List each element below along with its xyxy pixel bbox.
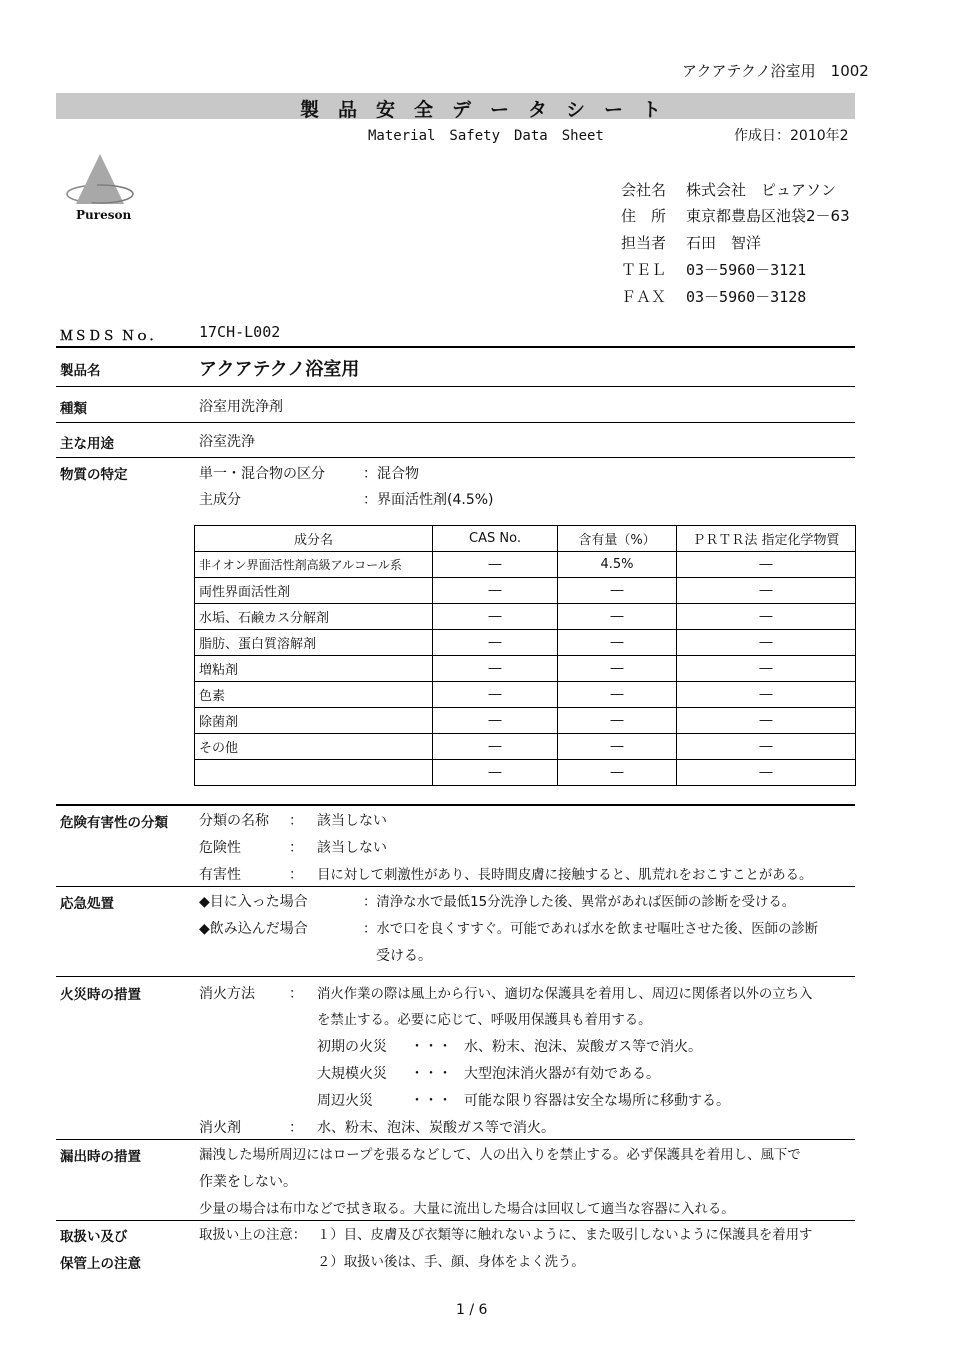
colon: ： xyxy=(289,813,303,829)
table-row xyxy=(195,578,856,604)
logo-brand-text: Pureson xyxy=(76,208,132,222)
first-aid-label: 応急処置 xyxy=(60,896,114,912)
fire-case-name: 周辺火災 xyxy=(317,1093,373,1109)
table-cell: ― xyxy=(677,656,856,682)
fire-case-name: 初期の火災 xyxy=(317,1039,387,1055)
divider xyxy=(56,386,855,387)
product-name-value: アクアテクノ浴室用 xyxy=(199,359,360,380)
divider xyxy=(56,1220,855,1221)
table-row xyxy=(195,760,856,786)
table-cell: ― xyxy=(677,630,856,656)
handling-item-1: １）目、皮膚及び衣類等に触れないように、また吸引しないように保護具を着用す xyxy=(317,1228,813,1243)
table-cell: ― xyxy=(677,604,856,630)
table-cell: 脂肪、蛋白質溶解剤 xyxy=(195,630,433,656)
eye-contact-label: ◆目に入った場合 xyxy=(199,894,308,910)
swallow-value-continued: 受ける。 xyxy=(376,948,432,964)
table-row xyxy=(195,604,856,630)
colon: ： xyxy=(289,986,303,1002)
hazard-classification-value: 該当しない xyxy=(317,813,387,829)
table-row xyxy=(195,656,856,682)
divider xyxy=(56,346,855,348)
extinguishing-method-line1: 消火作業の際は風上から行い、適切な保護具を着用し、周辺に関係者以外の立ち入 xyxy=(317,987,813,1002)
company-address-label: 住 所 xyxy=(621,207,667,225)
substance-type-value: ：混合物 xyxy=(363,466,419,482)
fire-case-action: 可能な限り容器は安全な場所に移動する。 xyxy=(464,1093,730,1109)
divider xyxy=(56,457,855,458)
substance-main-value: ：界面活性剤(4.5%) xyxy=(363,492,494,508)
column-header: CAS No. xyxy=(433,526,558,552)
table-cell: 両性界面活性剤 xyxy=(195,578,433,604)
eye-contact-value: ：清浄な水で最低15分洗浄した後、異常があれば医師の診断を受ける。 xyxy=(363,895,796,910)
table-cell: 増粘剤 xyxy=(195,656,433,682)
hazard-danger-label: 危険性 xyxy=(199,840,241,856)
hazard-label: 危険有害性の分類 xyxy=(60,815,168,831)
product-name-label: 製品名 xyxy=(60,363,101,379)
table-row xyxy=(195,630,856,656)
components-table xyxy=(194,525,856,786)
divider xyxy=(56,886,855,887)
company-fax-label: ＦＡＸ xyxy=(621,288,667,306)
table-cell: ― xyxy=(433,552,558,578)
table-cell: ― xyxy=(558,604,677,630)
table-cell: 除菌剤 xyxy=(195,708,433,734)
table-row xyxy=(195,552,856,578)
table-cell: ― xyxy=(433,578,558,604)
table-cell: ― xyxy=(677,682,856,708)
table-header-row xyxy=(195,526,856,552)
table-cell: ― xyxy=(433,708,558,734)
msds-number-value: 17CH-L002 xyxy=(199,323,281,341)
fire-case-dots: ・・・ xyxy=(410,1039,452,1055)
divider xyxy=(56,1139,855,1140)
fire-case-action: 水、粉末、泡沫、炭酸ガス等で消火。 xyxy=(464,1039,702,1055)
company-contact-label: 担当者 xyxy=(621,234,667,252)
divider xyxy=(56,422,855,423)
fire-case-name: 大規模火災 xyxy=(317,1066,387,1082)
company-tel-label: ＴＥＬ xyxy=(621,261,667,279)
divider xyxy=(56,804,855,806)
page-number: 1 / 6 xyxy=(456,1302,488,1318)
substance-type-label: 単一・混合物の区分 xyxy=(199,466,325,482)
fire-case-dots: ・・・ xyxy=(410,1093,452,1109)
substance-label: 物質の特定 xyxy=(60,467,128,483)
leak-label: 漏出時の措置 xyxy=(60,1149,141,1165)
table-row xyxy=(195,682,856,708)
table-cell: 水垢、石鹸カス分解剤 xyxy=(195,604,433,630)
colon: ： xyxy=(289,867,303,883)
extinguishing-agent-value: 水、粉末、泡沫、炭酸ガス等で消火。 xyxy=(317,1120,555,1136)
page-title: 製 品 安 全 デ ー タ シ ー ト xyxy=(300,99,662,121)
leak-line2: 作業をしない。 xyxy=(199,1174,297,1190)
handling-note-label: 取扱い上の注意： xyxy=(199,1228,307,1243)
extinguishing-method-line2: を禁止する。必要に応じて、呼吸用保護具も着用する。 xyxy=(317,1013,652,1028)
table-cell: ― xyxy=(433,734,558,760)
table-cell: ― xyxy=(558,578,677,604)
divider xyxy=(56,976,855,977)
table-cell: ― xyxy=(433,656,558,682)
swallow-label: ◆飲み込んだ場合 xyxy=(199,921,308,937)
extinguishing-method-label: 消火方法 xyxy=(199,986,255,1002)
table-cell: 非イオン界面活性剤高級アルコール系 xyxy=(195,552,433,578)
handling-item-2: ２）取扱い後は、手、顔、身体をよく洗う。 xyxy=(317,1255,585,1270)
table-row xyxy=(195,708,856,734)
document-reference: アクアテクノ浴室用 1002 xyxy=(682,62,869,80)
company-address-value: 東京都豊島区池袋2－63 xyxy=(686,207,850,225)
table-cell: ― xyxy=(677,708,856,734)
usage-label: 主な用途 xyxy=(60,436,114,452)
swallow-value: ：水で口を良くすすぐ。可能であれば水を飲ませ嘔吐させた後、医師の診断 xyxy=(363,922,819,937)
leak-line1: 漏洩した場所周辺にはロープを張るなどして、人の出入りを禁止する。必ず保護具を着用し、風下で xyxy=(199,1148,801,1163)
table-cell: ― xyxy=(677,734,856,760)
table-cell: ― xyxy=(558,656,677,682)
type-value: 浴室用洗浄剤 xyxy=(199,399,283,415)
table-cell: ― xyxy=(558,630,677,656)
table-cell: ― xyxy=(558,760,677,786)
company-fax-value: 03－5960－3128 xyxy=(686,288,807,306)
substance-main-label: 主成分 xyxy=(199,492,241,508)
table-cell xyxy=(195,760,433,786)
leak-line3: 少量の場合は布巾などで拭き取る。大量に流出した場合は回収して適当な容器に入れる。 xyxy=(199,1202,735,1217)
table-row xyxy=(195,734,856,760)
handling-label-line1: 取扱い及び xyxy=(60,1229,128,1245)
table-cell: ― xyxy=(433,630,558,656)
table-cell: ― xyxy=(677,552,856,578)
company-contact-value: 石田 智洋 xyxy=(686,234,762,252)
fire-case-action: 大型泡沫消火器が有効である。 xyxy=(464,1066,660,1082)
table-cell: ― xyxy=(433,682,558,708)
fire-case-dots: ・・・ xyxy=(410,1066,452,1082)
table-cell: ― xyxy=(558,682,677,708)
table-cell: その他 xyxy=(195,734,433,760)
hazard-danger-value: 該当しない xyxy=(317,840,387,856)
fire-label: 火災時の措置 xyxy=(60,987,141,1003)
msds-number-label: ＭＳＤＳ Ｎｏ． xyxy=(60,329,164,344)
handling-label-line2: 保管上の注意 xyxy=(60,1256,141,1272)
column-header: ＰＲＴＲ法 指定化学物質 xyxy=(677,526,856,552)
extinguishing-agent-label: 消火剤 xyxy=(199,1120,241,1136)
column-header: 成分名 xyxy=(195,526,433,552)
table-cell: ― xyxy=(433,760,558,786)
table-cell: ― xyxy=(677,578,856,604)
page-subtitle: Material Safety Data Sheet xyxy=(368,128,604,144)
table-cell: 色素 xyxy=(195,682,433,708)
hazard-classification-label: 分類の名称 xyxy=(199,813,269,829)
type-label: 種類 xyxy=(60,401,87,417)
hazard-toxicity-label: 有害性 xyxy=(199,867,241,883)
table-cell: ― xyxy=(677,760,856,786)
hazard-toxicity-value: 目に対して刺激性があり、長時間皮膚に接触すると、肌荒れをおこすことがある。 xyxy=(317,868,813,883)
colon: ： xyxy=(289,840,303,856)
colon: ： xyxy=(289,1120,303,1136)
company-name-label: 会社名 xyxy=(621,181,667,199)
table-cell: ― xyxy=(558,734,677,760)
column-header: 含有量（%） xyxy=(558,526,677,552)
company-tel-value: 03－5960－3121 xyxy=(686,261,807,279)
table-cell: ― xyxy=(558,708,677,734)
table-cell: ― xyxy=(433,604,558,630)
created-date: 作成日：2010年2 xyxy=(734,128,849,144)
table-cell: 4.5% xyxy=(558,552,677,578)
usage-value: 浴室洗浄 xyxy=(199,434,255,450)
company-name-value: 株式会社 ピュアソン xyxy=(686,181,837,199)
